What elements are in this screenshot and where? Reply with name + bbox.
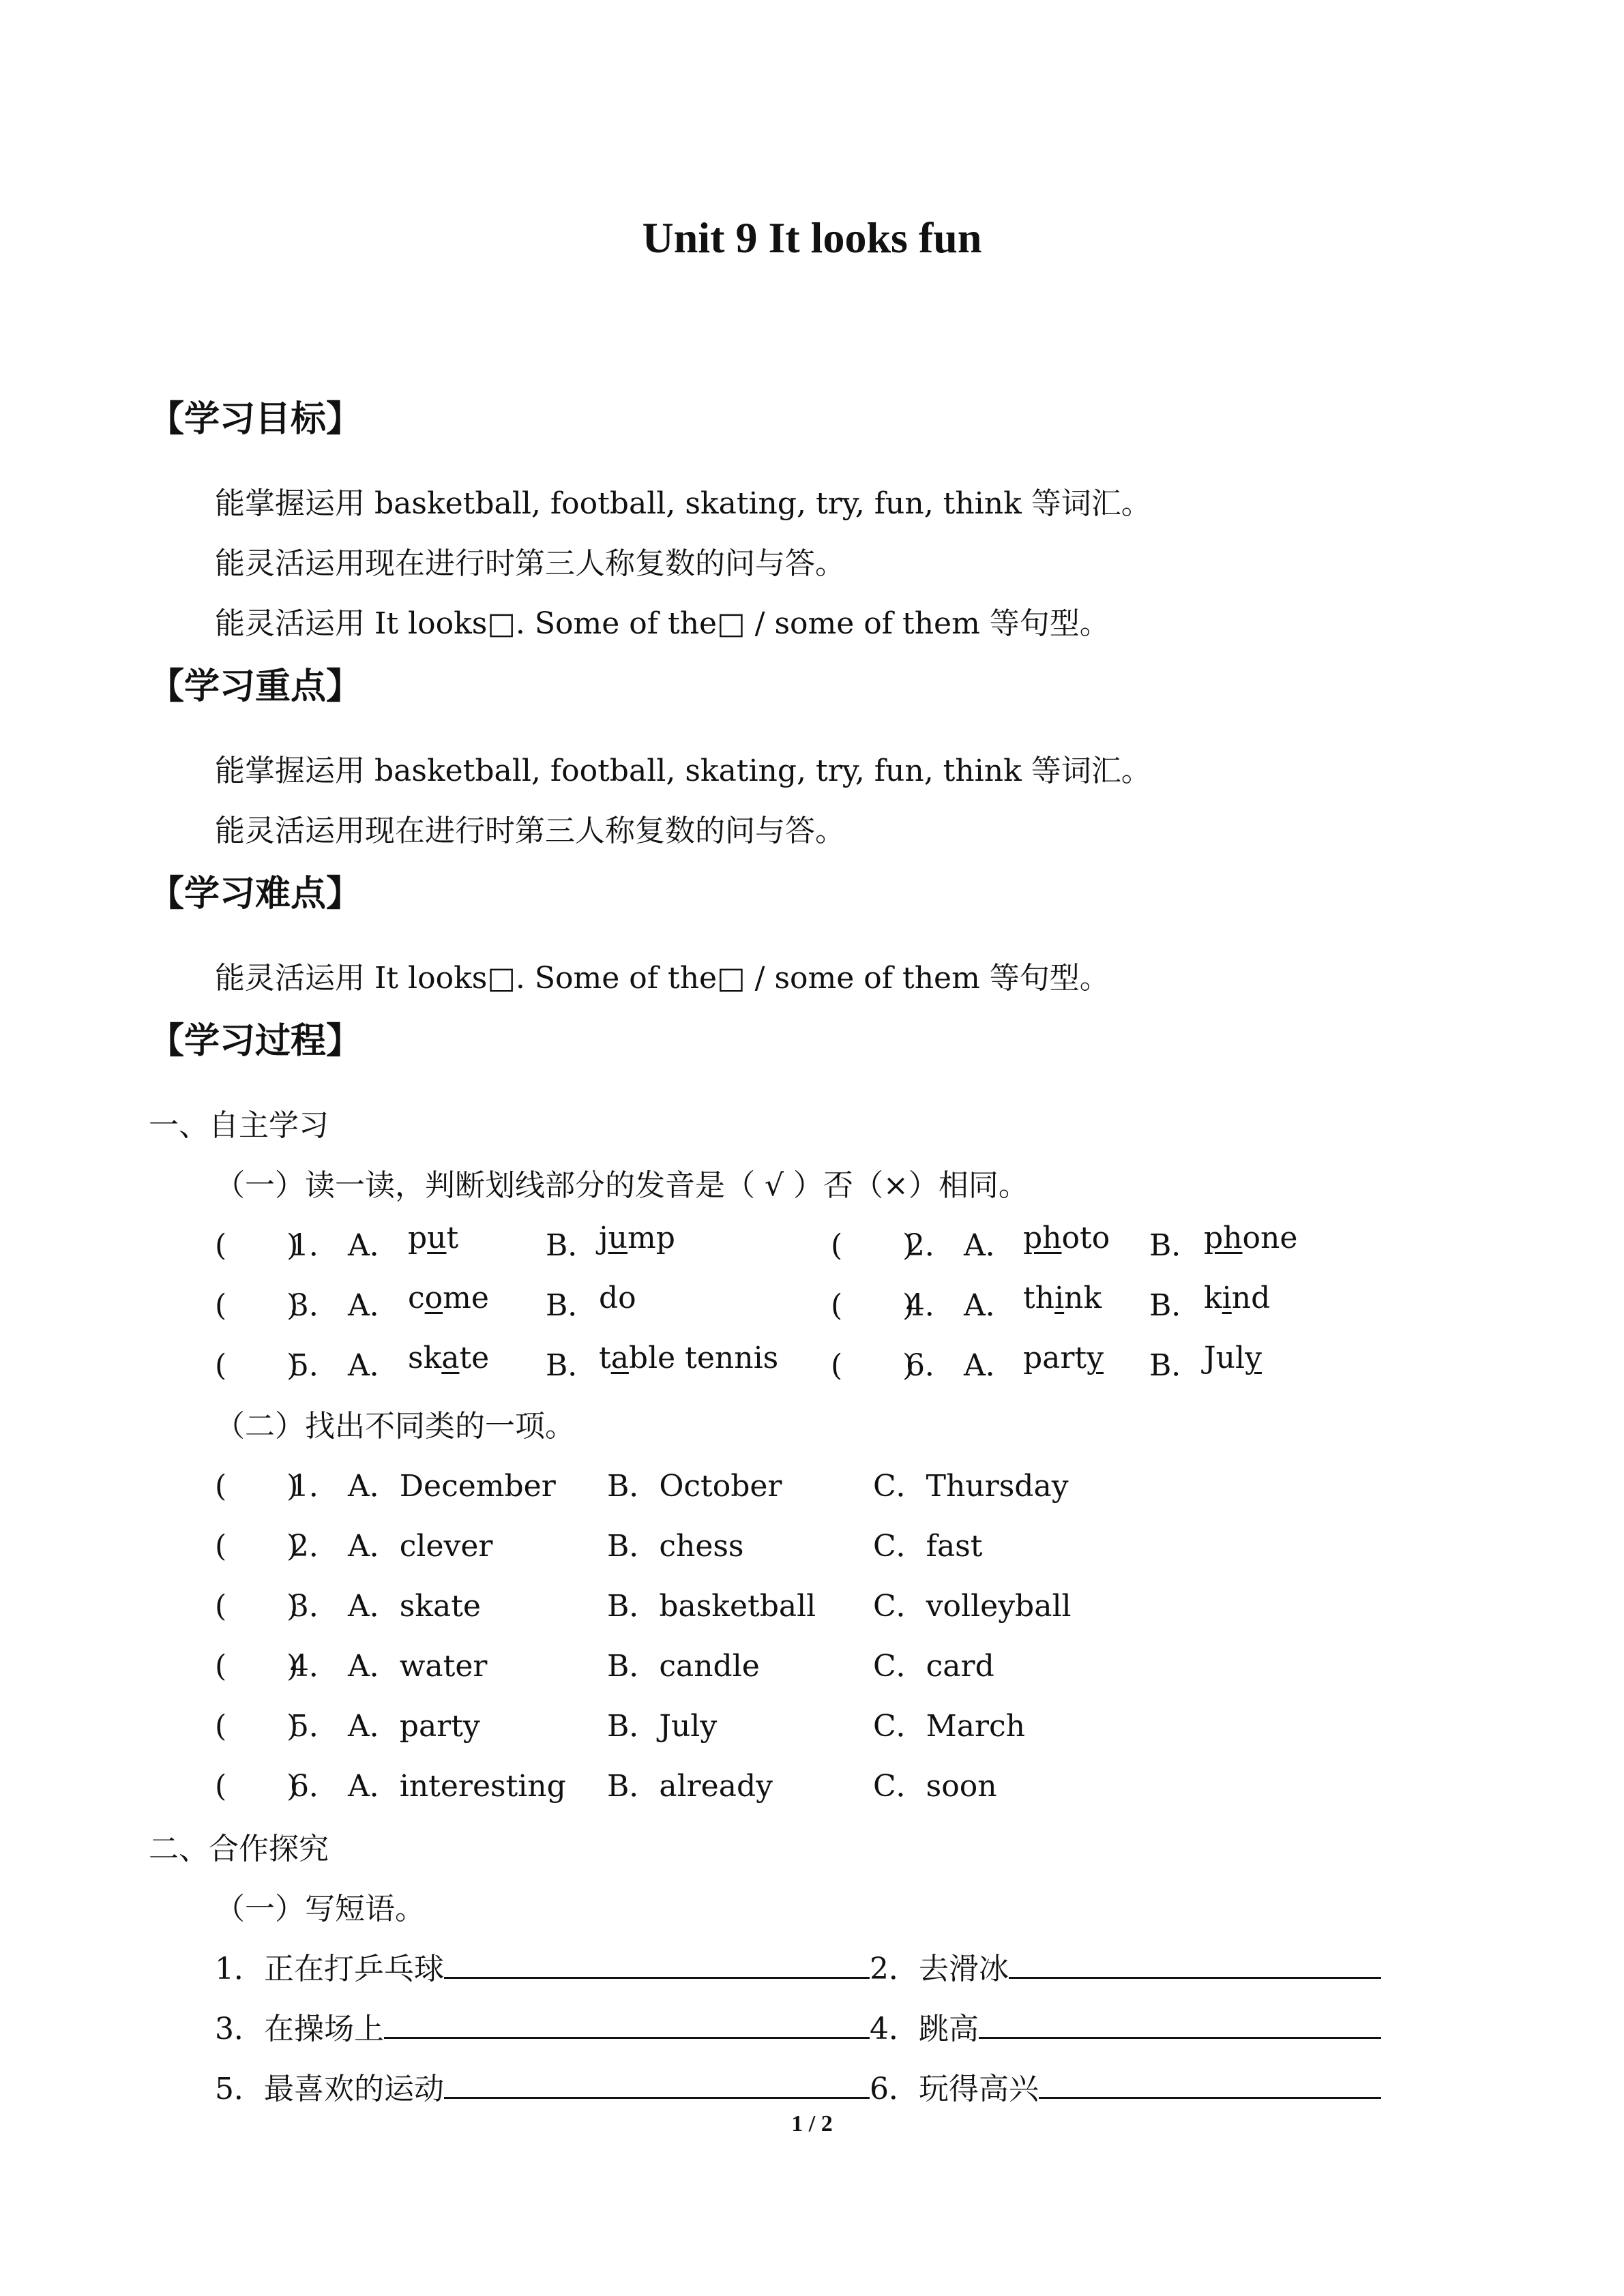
option-label: B． (546, 1348, 598, 1383)
item-number: 3． (290, 1288, 339, 1323)
option-label: A． (348, 1228, 400, 1263)
word-part: p (408, 1221, 428, 1255)
underlined-letters: u (608, 1221, 628, 1255)
answer-paren[interactable]: ( ) (215, 1348, 299, 1383)
answer-paren[interactable]: ( ) (215, 1589, 299, 1624)
word-part: t (599, 1341, 611, 1375)
option-label: B． (1149, 1288, 1202, 1323)
option-b: B．candle (607, 1649, 760, 1684)
goals-heading: 【学习目标】 (149, 399, 362, 440)
option-a: A．clever (348, 1529, 493, 1564)
answer-paren[interactable]: ( ) (215, 1529, 299, 1564)
ex1-instruction: （一）读一读，判断划线部分的发音是（ √ ）否（×）相同。 (215, 1168, 1029, 1203)
option-word-a (408, 1341, 489, 1375)
option-label: B． (546, 1228, 598, 1263)
option-b: B．October (607, 1469, 782, 1504)
word-part: th (1023, 1281, 1055, 1315)
phrase-row (215, 1944, 1381, 1988)
phrase-instruction: （一）写短语。 (215, 1892, 425, 1926)
option-word-b (1204, 1281, 1270, 1315)
answer-paren[interactable]: ( ) (215, 1288, 299, 1323)
item-number: 2． (906, 1228, 955, 1263)
option-label: B． (1149, 1348, 1202, 1383)
answer-paren[interactable]: ( ) (831, 1228, 915, 1263)
option-word-a (408, 1281, 489, 1315)
underlined-letters: a (610, 1341, 629, 1375)
option-word-a (1023, 1221, 1110, 1255)
underlined-letters: ph (1023, 1221, 1062, 1255)
page-title: Unit 9 It looks fun (642, 213, 982, 262)
option-label: B． (546, 1288, 598, 1323)
item-number: 1． (290, 1469, 339, 1504)
answer-blank-right[interactable] (1039, 2070, 1381, 2099)
option-word-a (408, 1221, 458, 1255)
answer-paren[interactable]: ( ) (215, 1228, 299, 1263)
underlined-letters: o (424, 1281, 443, 1315)
option-label: A． (964, 1348, 1016, 1383)
answer-paren[interactable]: ( ) (215, 1649, 299, 1684)
option-label: A． (348, 1288, 400, 1323)
answer-paren[interactable]: ( ) (215, 1709, 299, 1744)
option-label: A． (964, 1228, 1016, 1263)
option-word-b (599, 1281, 636, 1315)
option-b: B．July (607, 1709, 718, 1744)
goals-line-3: 能灵活运用 It looks□. Some of the□ / some of them 等句型。 (215, 606, 1110, 641)
option-a: A．water (348, 1649, 488, 1684)
answer-blank-left[interactable] (444, 2070, 870, 2099)
option-b: B．chess (607, 1529, 744, 1564)
item-number: 6． (906, 1348, 955, 1383)
underlined-letters: u (427, 1221, 447, 1255)
option-c: C．soon (873, 1769, 997, 1804)
item-number: 4． (906, 1288, 955, 1323)
item-number: 4． (290, 1649, 339, 1684)
word-part: mp (628, 1221, 675, 1255)
option-label: A． (348, 1348, 400, 1383)
word-part: te (459, 1341, 490, 1375)
phrase-row (215, 2004, 1381, 2048)
option-a: A．skate (348, 1589, 481, 1624)
phrase-row (215, 2064, 1381, 2108)
word-part: c (408, 1281, 425, 1315)
item-number: 5． (290, 1709, 339, 1744)
underlined-letters: y (1245, 1341, 1262, 1375)
option-b: B．basketball (607, 1589, 816, 1624)
key-points-line-1: 能掌握运用 basketball, football, skating, try, fun, think 等词汇。 (215, 754, 1151, 788)
option-word-a (1023, 1281, 1102, 1315)
process-heading: 【学习过程】 (149, 1021, 362, 1062)
answer-paren[interactable]: ( ) (831, 1348, 915, 1383)
item-number: 6． (290, 1769, 339, 1804)
item-number: 1． (290, 1228, 339, 1263)
option-word-b (599, 1221, 675, 1255)
item-number: 3． (290, 1589, 339, 1624)
item-number: 5． (290, 1348, 339, 1383)
underlined-letters: i (1222, 1281, 1232, 1315)
option-b: B．already (607, 1769, 773, 1804)
underlined-letters: a (441, 1341, 460, 1375)
item-number: 2． (290, 1529, 339, 1564)
option-word-b (1204, 1341, 1262, 1375)
answer-blank-right[interactable] (979, 2010, 1381, 2039)
answer-blank-left[interactable] (444, 1950, 870, 1979)
option-word-a (1023, 1341, 1104, 1375)
part2-label: 二、合作探究 (149, 1832, 329, 1866)
word-part: nd (1231, 1281, 1271, 1315)
word-part: sk (408, 1341, 442, 1375)
option-c: C．card (873, 1649, 994, 1684)
difficulties-line-1: 能灵活运用 It looks□. Some of the□ / some of them 等句型。 (215, 961, 1110, 996)
word-part: t (446, 1221, 459, 1255)
underlined-letters: y (1087, 1341, 1104, 1375)
option-c: C．Thursday (873, 1469, 1069, 1504)
answer-paren[interactable]: ( ) (215, 1769, 299, 1804)
page-number: 1 / 2 (791, 2111, 833, 2136)
phrase-prompt-right: 2．去滑冰 (870, 1952, 1009, 1986)
goals-line-1: 能掌握运用 basketball, football, skating, try, fun, think 等词汇。 (215, 486, 1151, 521)
answer-blank-left[interactable] (384, 2010, 870, 2039)
difficulties-heading: 【学习难点】 (149, 874, 362, 914)
word-part: oto (1061, 1221, 1110, 1255)
word-part: me (443, 1281, 489, 1315)
phrase-prompt-left: 1．正在打乒乓球 (215, 1952, 444, 1986)
underlined-letters: i (1054, 1281, 1065, 1315)
part1-label: 一、自主学习 (149, 1108, 329, 1143)
word-part: part (1023, 1341, 1087, 1375)
goals-line-2: 能灵活运用现在进行时第三人称复数的问与答。 (215, 546, 845, 581)
key-points-line-2: 能灵活运用现在进行时第三人称复数的问与答。 (215, 814, 845, 848)
word-part: k (1204, 1281, 1222, 1315)
ex2-instruction: （二）找出不同类的一项。 (215, 1409, 575, 1444)
option-a: A．interesting (348, 1769, 566, 1804)
option-a: A．December (348, 1469, 556, 1504)
word-part: ble tennis (628, 1341, 779, 1375)
underlined-letters: ph (1204, 1221, 1243, 1255)
phrase-prompt-left: 5．最喜欢的运动 (215, 2072, 444, 2106)
option-c: C．March (873, 1709, 1025, 1744)
option-a: A．party (348, 1709, 480, 1744)
word-part: do (599, 1281, 636, 1315)
key-points-heading: 【学习重点】 (149, 666, 362, 707)
option-label: B． (1149, 1228, 1202, 1263)
word-part: j (599, 1221, 608, 1255)
option-label: A． (964, 1288, 1016, 1323)
option-word-b (599, 1341, 778, 1375)
word-part: Jul (1204, 1341, 1245, 1375)
phrase-prompt-left: 3．在操场上 (215, 2012, 384, 2046)
option-c: C．fast (873, 1529, 983, 1564)
word-part: one (1242, 1221, 1298, 1255)
phrase-prompt-right: 4．跳高 (870, 2012, 979, 2046)
phrase-prompt-right: 6．玩得高兴 (870, 2072, 1039, 2106)
option-word-b (1204, 1221, 1297, 1255)
answer-paren[interactable]: ( ) (215, 1469, 299, 1504)
answer-paren[interactable]: ( ) (831, 1288, 915, 1323)
option-c: C．volleyball (873, 1589, 1072, 1624)
word-part: nk (1064, 1281, 1102, 1315)
answer-blank-right[interactable] (1009, 1950, 1381, 1979)
